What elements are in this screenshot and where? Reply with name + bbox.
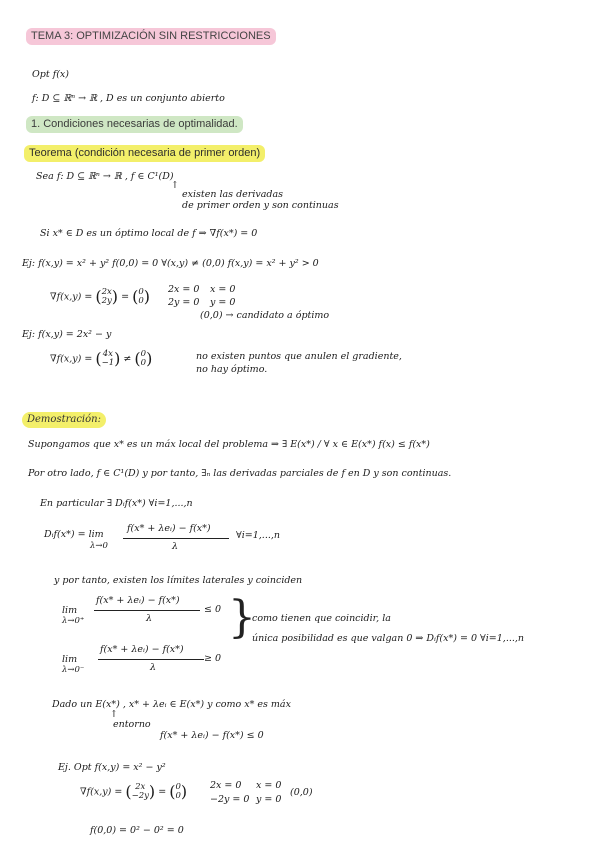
- example1-line: Ej: f(x,y) = x² + y² f(0,0) = 0 ∀(x,y) ≠ (0,0) f(x,y) = x² + y² > 0: [22, 258, 319, 269]
- limit-plus-lim: lim: [62, 605, 78, 616]
- example2-gradient: ∇f(x,y) = (4x −1) ≠ (0 0): [50, 349, 153, 368]
- section-heading: 1. Condiciones necesarias de optimalidad.: [26, 116, 243, 133]
- example2-line: Ej: f(x,y) = 2x² − y: [22, 329, 112, 340]
- fraction-bar: [94, 610, 200, 611]
- example3-gradient: ∇f(x,y) = ( 2x −2y) = (0 0): [80, 782, 188, 801]
- system-eq-1: 2x = 0: [168, 284, 200, 295]
- domain-line: f: D ⊆ ℝⁿ → ℝ , D es un conjunto abierto: [32, 93, 225, 104]
- example2-note-1: no existen puntos que anulen el gradiente,: [196, 351, 402, 362]
- theorem-note-1: existen las derivadas: [182, 189, 284, 200]
- fraction-bar: [123, 538, 229, 539]
- solution-2: y = 0: [210, 297, 236, 308]
- example3-line: Ej. Opt f(x,y) = x² − y²: [58, 762, 166, 773]
- neighbourhood-line: Dado un E(x*) , x* + λeᵢ ∈ E(x*) y como x* es máx: [52, 699, 291, 710]
- theorem-conclusion: Si x* ∈ D es un óptimo local de f ⇒ ∇f(x*) = 0: [40, 228, 258, 239]
- limit-minus-relation: ≥ 0: [204, 653, 222, 664]
- derivative-numerator: f(x* + λeᵢ) − f(x*): [127, 523, 211, 534]
- limit-minus-denominator: λ: [150, 662, 157, 673]
- limit-minus-sub: λ→0⁻: [62, 665, 85, 675]
- critical-point: (0,0): [290, 787, 313, 798]
- solution-1: x = 0: [210, 284, 236, 295]
- equals-sign: =: [121, 291, 130, 303]
- opt-line: Opt f(x): [32, 69, 69, 80]
- solution-1: x = 0: [256, 780, 282, 791]
- neighbourhood-inequality: f(x* + λeᵢ) − f(x*) ≤ 0: [160, 730, 264, 741]
- limit-minus-lim: lim: [62, 654, 78, 665]
- proof-line-1: Supongamos que x* es un máx local del problema ⇒ ∃ E(x*) / ∀ x ∈ E(x*) f(x) ≤ f(x*): [28, 439, 430, 450]
- proof-line-2: Por otro lado, f ∈ C¹(D) y por tanto, ∃ₙ las derivadas parciales de f en D y son continuas.: [28, 468, 452, 479]
- limit-minus-numerator: f(x* + λeᵢ) − f(x*): [100, 644, 184, 655]
- system-eq-2: −2y = 0: [210, 794, 250, 805]
- solution-2: y = 0: [256, 794, 282, 805]
- system-eq-2: 2y = 0: [168, 297, 200, 308]
- not-equal-sign: ≠: [123, 353, 132, 365]
- candidate-note: (0,0) → candidato a óptimo: [200, 310, 330, 321]
- neighbourhood-note: entorno: [113, 719, 151, 730]
- fraction-bar: [98, 659, 204, 660]
- proof-line-3: En particular ∃ Dᵢf(x*) ∀i=1,...,n: [40, 498, 193, 509]
- limit-plus-sub: λ→0⁺: [62, 616, 85, 626]
- limit-plus-relation: ≤ 0: [204, 604, 222, 615]
- theorem-statement: Sea f: D ⊆ ℝⁿ → ℝ , f ∈ C¹(D): [36, 171, 174, 182]
- theorem-heading: Teorema (condición necesaria de primer orden): [24, 145, 265, 162]
- proof-heading: Demostración:: [22, 412, 106, 428]
- proof-line-4: y por tanto, existen los límites laterales y coinciden: [54, 575, 303, 586]
- page-title: TEMA 3: OPTIMIZACIÓN SIN RESTRICCIONES: [26, 28, 276, 45]
- function-evaluation: f(0,0) = 0² − 0² = 0: [90, 825, 184, 836]
- limit-plus-denominator: λ: [146, 613, 153, 624]
- zero-vector: 0 0: [138, 287, 144, 306]
- derivative-rhs: ∀i=1,...,n: [236, 530, 280, 541]
- derivative-lhs: Dᵢf(x*) = lim: [44, 529, 104, 540]
- brace-note-1: como tienen que coincidir, la: [252, 613, 391, 624]
- system-eq-1: 2x = 0: [210, 780, 242, 791]
- derivative-denominator: λ: [172, 541, 179, 552]
- example1-gradient: ∇f(x,y) = (2x 2y) = (0 0): [50, 287, 150, 306]
- arrow-icon: ↑: [171, 180, 179, 191]
- example2-note-2: no hay óptimo.: [196, 364, 268, 375]
- arrow-icon: ↑: [110, 709, 118, 720]
- theorem-note-2: de primer orden y son continuas: [182, 200, 339, 211]
- derivative-limit-sub: λ→0: [90, 541, 108, 551]
- gradient-vector: 2x 2y: [101, 287, 112, 306]
- gradient-lhs: ∇f(x,y) =: [50, 291, 93, 303]
- brace-note-2: única posibilidad es que valgan 0 ⇒ Dᵢf(x*) = 0 ∀i=1,...,n: [252, 633, 525, 644]
- brace-icon: }: [228, 592, 256, 643]
- limit-plus-numerator: f(x* + λeᵢ) − f(x*): [96, 595, 180, 606]
